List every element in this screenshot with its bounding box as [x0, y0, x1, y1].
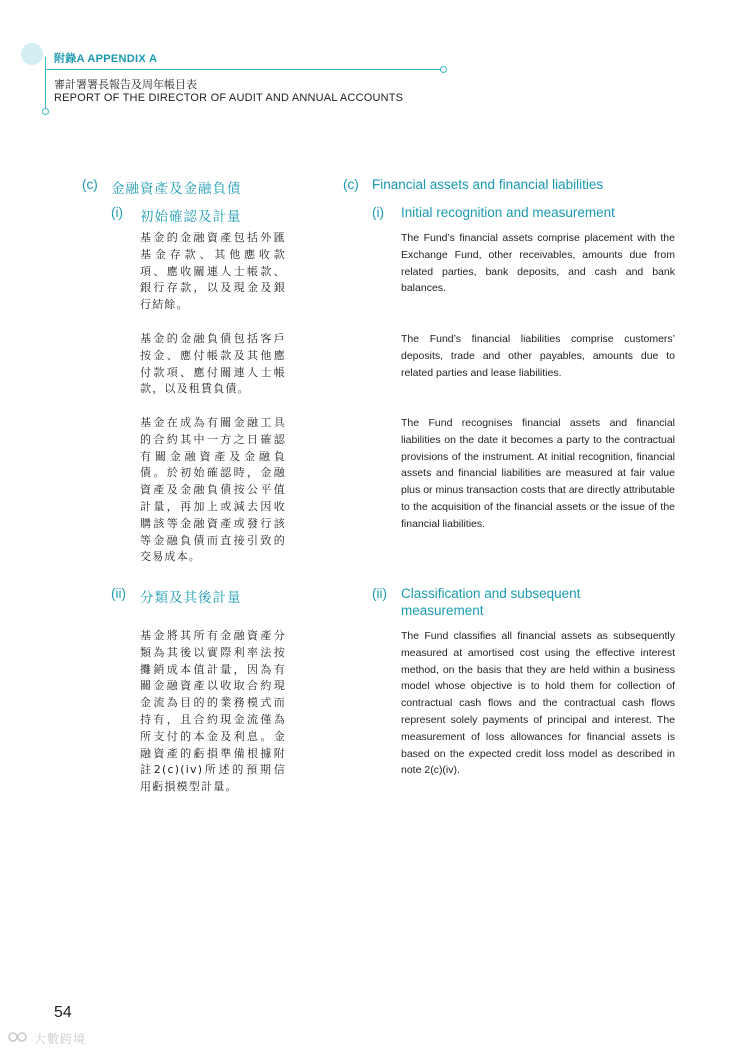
- left-subsection-ii-title: 分類及其後計量: [140, 590, 242, 605]
- left-paragraph-1: 基金的金融資產包括外匯基金存款、其他應收款項、應收關連人士帳款、銀行存款，以及現金及銀行結餘。: [140, 231, 286, 312]
- left-section-c-title: 金融資產及金融負債: [111, 181, 242, 196]
- left-subsection-i-marker: (i): [111, 205, 123, 220]
- right-section-c-marker: (c): [343, 177, 359, 192]
- right-paragraph-2: The Fund’s financial liabilities comprise customers’ deposits, trade and other payables, amounts due to related parties and lease liabilities.: [401, 333, 675, 379]
- appendix-label: 附錄A APPENDIX A: [54, 53, 158, 65]
- watermark-logo-icon: [8, 1030, 30, 1044]
- right-section-c-title: Financial assets and financial liabilities: [372, 177, 604, 192]
- left-paragraph-4: 基金將其所有金融資產分類為其後以實際利率法按攤銷成本值計量，因為有關金融資產以收取合約現金流為目的的業務模式而持有，且合約現金流僅為所支付的本金及利息。金融資產的虧損準備根據附註2(c)(iv)所述的預期信用虧損模型計量。: [140, 629, 286, 794]
- left-subsection-ii-marker: (ii): [111, 586, 126, 601]
- right-subsection-ii-title-line1: Classification and subsequent: [401, 586, 581, 601]
- header-circle-decoration: [21, 43, 43, 65]
- header-vertical-line: [45, 57, 46, 110]
- right-subsection-ii-marker: (ii): [372, 586, 387, 601]
- right-paragraph-1: The Fund’s financial assets comprise placement with the Exchange Fund, other receivables, amounts due from related parties, bank deposits, and cash and bank balances.: [401, 232, 675, 295]
- left-section-c-marker: (c): [82, 177, 98, 192]
- header-bottom-dot: [42, 108, 49, 115]
- left-paragraph-3: 基金在成為有關金融工具的合約其中一方之日確認有關金融資產及金融負債。於初始確認時，金融資產及金融負債按公平值計量，再加上或減去因收購該等金融資產或發行該等金融負債而直接引致的交易成本。: [140, 416, 286, 564]
- right-paragraph-3: The Fund recognises financial assets and financial liabilities on the date it becomes a party to the contractual provisions of the instrument. At initial recognition, financial assets and financial liabilities are measured at fair value plus or minus transaction costs that are directly attributable to the acquisition of the financial assets or the issue of the financial liabilities.: [401, 417, 675, 530]
- right-subsection-i-marker: (i): [372, 205, 384, 220]
- report-title-en: REPORT OF THE DIRECTOR OF AUDIT AND ANNUAL ACCOUNTS: [54, 92, 404, 104]
- header-horizontal-line: [45, 69, 443, 70]
- page-number: 54: [54, 1004, 72, 1021]
- watermark-text: 大數跨境: [34, 1032, 87, 1046]
- report-title-zh: 審計署署長報告及周年帳目表: [54, 79, 197, 91]
- left-paragraph-2: 基金的金融負債包括客戶按金、應付帳款及其他應付款項、應付關連人士帳款，以及租賃負債。: [140, 332, 286, 396]
- right-subsection-ii-title-line2: measurement: [401, 603, 484, 618]
- right-subsection-i-title: Initial recognition and measurement: [401, 205, 615, 220]
- header-line-end-dot: [440, 66, 447, 73]
- right-paragraph-4: The Fund classifies all financial assets as subsequently measured at amortised cost using the effective interest method, on the basis that they are held within a business model whose objective is to hold them for collection of contractual cash flows and the contractual cash flows represent solely payments of principal and interest. The measurement of loss allowances for financial assets is based on the expected credit loss model as described in note 2(c)(iv).: [401, 630, 675, 777]
- left-subsection-i-title: 初始確認及計量: [140, 209, 242, 224]
